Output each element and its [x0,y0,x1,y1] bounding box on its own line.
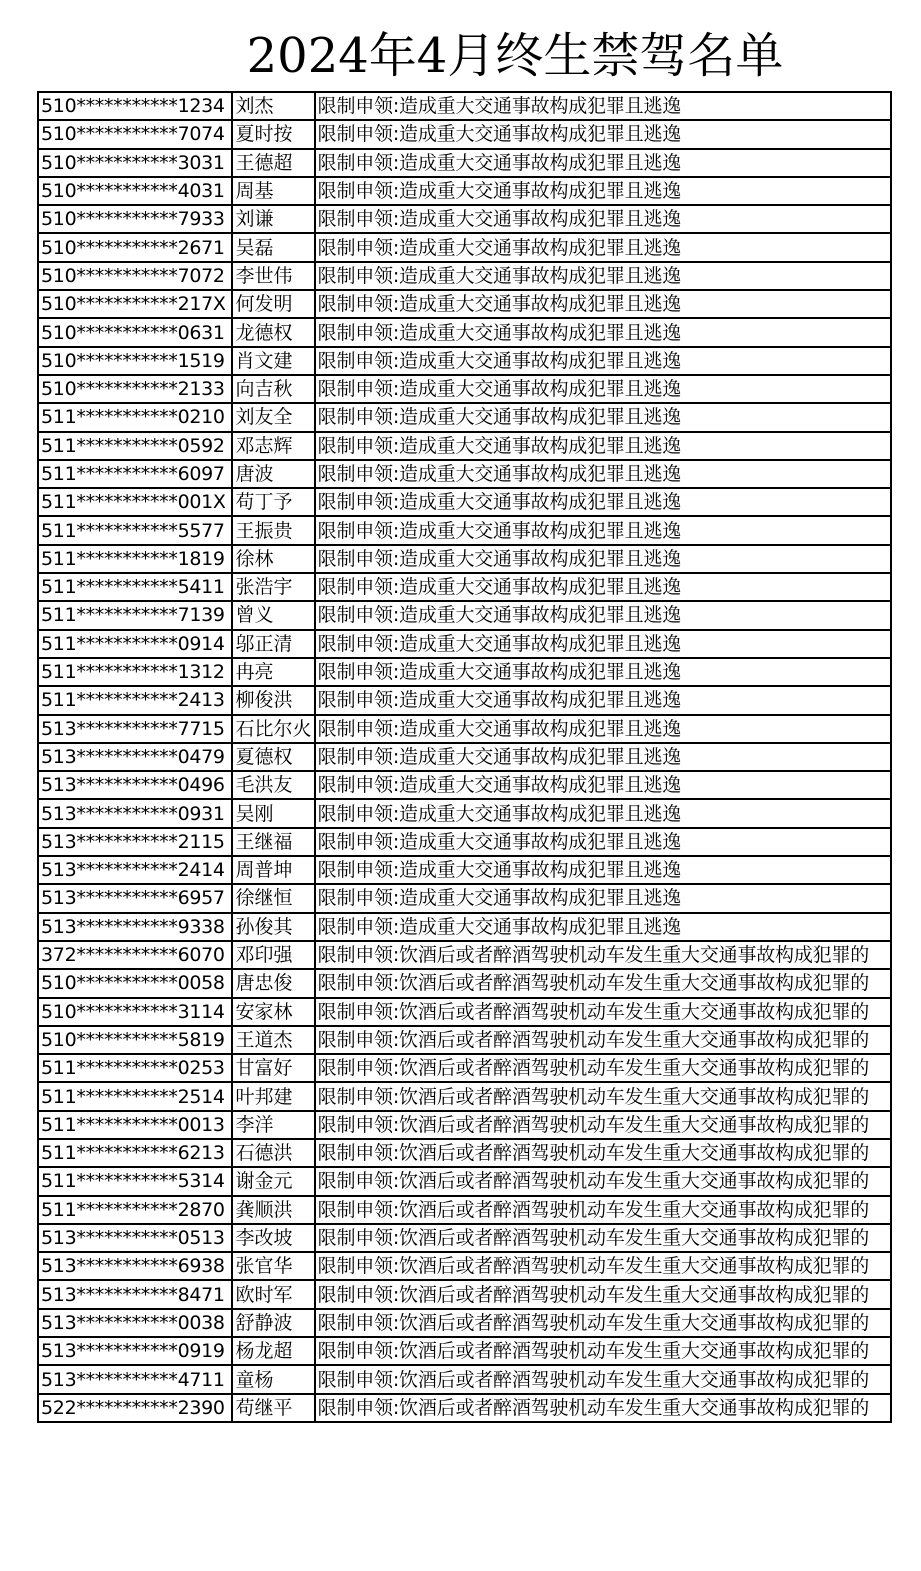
table-row [38,913,891,941]
table-row [38,969,891,997]
table-row [38,1167,891,1195]
table-row [38,1337,891,1365]
table-row [38,460,891,488]
table-row [38,1280,891,1308]
reason-cell: 限制申领:造成重大交通事故构成犯罪且逃逸 [315,460,891,488]
reason-cell: 限制申领:造成重大交通事故构成犯罪且逃逸 [315,601,891,629]
id-number-cell: 510***********5819 [38,1026,232,1054]
table-row [38,347,891,375]
ban-list-table [37,91,892,1423]
id-number-cell: 511***********2870 [38,1196,232,1224]
table-row [38,488,891,516]
table-row [38,1309,891,1337]
name-cell: 刘杰 [232,92,314,120]
table-row [38,318,891,346]
table-row [38,884,891,912]
reason-cell: 限制申领:造成重大交通事故构成犯罪且逃逸 [315,686,891,714]
id-number-cell: 510***********7933 [38,205,232,233]
reason-cell: 限制申领:造成重大交通事故构成犯罪且逃逸 [315,884,891,912]
name-cell: 毛洪友 [232,771,314,799]
name-cell: 孙俊其 [232,913,314,941]
name-cell: 曾义 [232,601,314,629]
reason-cell: 限制申领:造成重大交通事故构成犯罪且逃逸 [315,177,891,205]
table-row [38,177,891,205]
table-row [38,1082,891,1110]
id-number-cell: 510***********4031 [38,177,232,205]
reason-cell: 限制申领:饮酒后或者醉酒驾驶机动车发生重大交通事故构成犯罪的 [315,1196,891,1224]
reason-cell: 限制申领:饮酒后或者醉酒驾驶机动车发生重大交通事故构成犯罪的 [315,998,891,1026]
reason-cell: 限制申领:饮酒后或者醉酒驾驶机动车发生重大交通事故构成犯罪的 [315,1111,891,1139]
name-cell: 石德洪 [232,1139,314,1167]
table-row [38,205,891,233]
name-cell: 柳俊洪 [232,686,314,714]
table-row [38,149,891,177]
reason-cell: 限制申领:饮酒后或者醉酒驾驶机动车发生重大交通事故构成犯罪的 [315,1167,891,1195]
table-row [38,998,891,1026]
id-number-cell: 510***********3031 [38,149,232,177]
id-number-cell: 510***********1519 [38,347,232,375]
table-row [38,1026,891,1054]
table-row [38,545,891,573]
reason-cell: 限制申领:造成重大交通事故构成犯罪且逃逸 [315,828,891,856]
name-cell: 童杨 [232,1365,314,1393]
name-cell: 杨龙超 [232,1337,314,1365]
name-cell: 唐波 [232,460,314,488]
id-number-cell: 513***********2115 [38,828,232,856]
name-cell: 欧时军 [232,1280,314,1308]
name-cell: 吴磊 [232,233,314,261]
reason-cell: 限制申领:造成重大交通事故构成犯罪且逃逸 [315,233,891,261]
name-cell: 张浩宇 [232,573,314,601]
reason-cell: 限制申领:造成重大交通事故构成犯罪且逃逸 [315,630,891,658]
id-number-cell: 510***********217X [38,290,232,318]
name-cell: 王振贵 [232,516,314,544]
id-number-cell: 511***********5577 [38,516,232,544]
reason-cell: 限制申领:饮酒后或者醉酒驾驶机动车发生重大交通事故构成犯罪的 [315,1280,891,1308]
reason-cell: 限制申领:造成重大交通事故构成犯罪且逃逸 [315,149,891,177]
ban-list-body [38,92,891,1422]
reason-cell: 限制申领:造成重大交通事故构成犯罪且逃逸 [315,120,891,148]
id-number-cell: 511***********1312 [38,658,232,686]
table-row [38,743,891,771]
table-row [38,1054,891,1082]
reason-cell: 限制申领:饮酒后或者醉酒驾驶机动车发生重大交通事故构成犯罪的 [315,941,891,969]
name-cell: 谢金元 [232,1167,314,1195]
reason-cell: 限制申领:饮酒后或者醉酒驾驶机动车发生重大交通事故构成犯罪的 [315,1309,891,1337]
table-row [38,1196,891,1224]
reason-cell: 限制申领:造成重大交通事故构成犯罪且逃逸 [315,92,891,120]
name-cell: 安家林 [232,998,314,1026]
reason-cell: 限制申领:造成重大交通事故构成犯罪且逃逸 [315,347,891,375]
id-number-cell: 522***********2390 [38,1394,232,1422]
name-cell: 甘富好 [232,1054,314,1082]
id-number-cell: 513***********9338 [38,913,232,941]
table-row [38,290,891,318]
id-number-cell: 510***********7072 [38,262,232,290]
reason-cell: 限制申领:造成重大交通事故构成犯罪且逃逸 [315,262,891,290]
name-cell: 向吉秋 [232,375,314,403]
id-number-cell: 511***********5411 [38,573,232,601]
id-number-cell: 510***********0058 [38,969,232,997]
name-cell: 邓志辉 [232,432,314,460]
table-row [38,516,891,544]
id-number-cell: 513***********8471 [38,1280,232,1308]
table-row [38,92,891,120]
table-row [38,771,891,799]
name-cell: 李世伟 [232,262,314,290]
name-cell: 叶邦建 [232,1082,314,1110]
reason-cell: 限制申领:造成重大交通事故构成犯罪且逃逸 [315,856,891,884]
table-row [38,403,891,431]
table-row [38,658,891,686]
id-number-cell: 513***********7715 [38,715,232,743]
table-row [38,828,891,856]
name-cell: 刘友全 [232,403,314,431]
id-number-cell: 513***********0931 [38,799,232,827]
id-number-cell: 510***********7074 [38,120,232,148]
id-number-cell: 510***********2133 [38,375,232,403]
name-cell: 周基 [232,177,314,205]
name-cell: 唐忠俊 [232,969,314,997]
id-number-cell: 513***********0496 [38,771,232,799]
name-cell: 吴刚 [232,799,314,827]
reason-cell: 限制申领:造成重大交通事故构成犯罪且逃逸 [315,205,891,233]
id-number-cell: 513***********6957 [38,884,232,912]
reason-cell: 限制申领:造成重大交通事故构成犯罪且逃逸 [315,516,891,544]
table-row [38,1365,891,1393]
table-row [38,686,891,714]
name-cell: 徐继恒 [232,884,314,912]
id-number-cell: 511***********0210 [38,403,232,431]
reason-cell: 限制申领:造成重大交通事故构成犯罪且逃逸 [315,375,891,403]
id-number-cell: 511***********0013 [38,1111,232,1139]
name-cell: 何发明 [232,290,314,318]
id-number-cell: 513***********2414 [38,856,232,884]
reason-cell: 限制申领:造成重大交通事故构成犯罪且逃逸 [315,545,891,573]
name-cell: 邬正清 [232,630,314,658]
name-cell: 冉亮 [232,658,314,686]
id-number-cell: 511***********0914 [38,630,232,658]
table-row [38,120,891,148]
name-cell: 舒静波 [232,1309,314,1337]
name-cell: 夏德权 [232,743,314,771]
table-row [38,601,891,629]
reason-cell: 限制申领:饮酒后或者醉酒驾驶机动车发生重大交通事故构成犯罪的 [315,1252,891,1280]
table-row [38,799,891,827]
name-cell: 苟继平 [232,1394,314,1422]
reason-cell: 限制申领:造成重大交通事故构成犯罪且逃逸 [315,715,891,743]
table-row [38,262,891,290]
reason-cell: 限制申领:造成重大交通事故构成犯罪且逃逸 [315,573,891,601]
id-number-cell: 511***********0592 [38,432,232,460]
id-number-cell: 513***********0479 [38,743,232,771]
id-number-cell: 513***********0513 [38,1224,232,1252]
id-number-cell: 511***********0253 [38,1054,232,1082]
name-cell: 王道杰 [232,1026,314,1054]
name-cell: 徐林 [232,545,314,573]
table-row [38,375,891,403]
table-row [38,856,891,884]
reason-cell: 限制申领:造成重大交通事故构成犯罪且逃逸 [315,403,891,431]
name-cell: 肖文建 [232,347,314,375]
table-row [38,715,891,743]
id-number-cell: 511***********6097 [38,460,232,488]
name-cell: 石比尔火 [232,715,314,743]
name-cell: 王继福 [232,828,314,856]
id-number-cell: 511***********001X [38,488,232,516]
name-cell: 夏时按 [232,120,314,148]
id-number-cell: 513***********0038 [38,1309,232,1337]
reason-cell: 限制申领:饮酒后或者醉酒驾驶机动车发生重大交通事故构成犯罪的 [315,1054,891,1082]
name-cell: 张官华 [232,1252,314,1280]
id-number-cell: 511***********1819 [38,545,232,573]
table-row [38,1139,891,1167]
id-number-cell: 372***********6070 [38,941,232,969]
table-row [38,573,891,601]
id-number-cell: 510***********2671 [38,233,232,261]
id-number-cell: 511***********2413 [38,686,232,714]
reason-cell: 限制申领:饮酒后或者醉酒驾驶机动车发生重大交通事故构成犯罪的 [315,969,891,997]
table-row [38,233,891,261]
reason-cell: 限制申领:饮酒后或者醉酒驾驶机动车发生重大交通事故构成犯罪的 [315,1337,891,1365]
name-cell: 李洋 [232,1111,314,1139]
table-row [38,941,891,969]
reason-cell: 限制申领:饮酒后或者醉酒驾驶机动车发生重大交通事故构成犯罪的 [315,1139,891,1167]
id-number-cell: 513***********0919 [38,1337,232,1365]
id-number-cell: 511***********2514 [38,1082,232,1110]
name-cell: 刘谦 [232,205,314,233]
reason-cell: 限制申领:造成重大交通事故构成犯罪且逃逸 [315,488,891,516]
reason-cell: 限制申领:造成重大交通事故构成犯罪且逃逸 [315,799,891,827]
name-cell: 龙德权 [232,318,314,346]
table-row [38,432,891,460]
table-row [38,1224,891,1252]
reason-cell: 限制申领:造成重大交通事故构成犯罪且逃逸 [315,743,891,771]
table-row [38,1252,891,1280]
name-cell: 苟丁予 [232,488,314,516]
reason-cell: 限制申领:造成重大交通事故构成犯罪且逃逸 [315,771,891,799]
reason-cell: 限制申领:造成重大交通事故构成犯罪且逃逸 [315,658,891,686]
id-number-cell: 510***********0631 [38,318,232,346]
reason-cell: 限制申领:饮酒后或者醉酒驾驶机动车发生重大交通事故构成犯罪的 [315,1394,891,1422]
reason-cell: 限制申领:造成重大交通事故构成犯罪且逃逸 [315,432,891,460]
page-title: 2024年4月终生禁驾名单 [246,28,784,84]
reason-cell: 限制申领:饮酒后或者醉酒驾驶机动车发生重大交通事故构成犯罪的 [315,1365,891,1393]
id-number-cell: 510***********1234 [38,92,232,120]
table-row [38,630,891,658]
id-number-cell: 513***********6938 [38,1252,232,1280]
name-cell: 邓印强 [232,941,314,969]
name-cell: 李改坡 [232,1224,314,1252]
id-number-cell: 513***********4711 [38,1365,232,1393]
reason-cell: 限制申领:造成重大交通事故构成犯罪且逃逸 [315,290,891,318]
name-cell: 王德超 [232,149,314,177]
reason-cell: 限制申领:饮酒后或者醉酒驾驶机动车发生重大交通事故构成犯罪的 [315,1026,891,1054]
id-number-cell: 510***********3114 [38,998,232,1026]
reason-cell: 限制申领:造成重大交通事故构成犯罪且逃逸 [315,913,891,941]
reason-cell: 限制申领:造成重大交通事故构成犯罪且逃逸 [315,318,891,346]
id-number-cell: 511***********7139 [38,601,232,629]
table-row [38,1111,891,1139]
id-number-cell: 511***********5314 [38,1167,232,1195]
name-cell: 周普坤 [232,856,314,884]
reason-cell: 限制申领:饮酒后或者醉酒驾驶机动车发生重大交通事故构成犯罪的 [315,1224,891,1252]
id-number-cell: 511***********6213 [38,1139,232,1167]
reason-cell: 限制申领:饮酒后或者醉酒驾驶机动车发生重大交通事故构成犯罪的 [315,1082,891,1110]
name-cell: 龚顺洪 [232,1196,314,1224]
table-row [38,1394,891,1422]
